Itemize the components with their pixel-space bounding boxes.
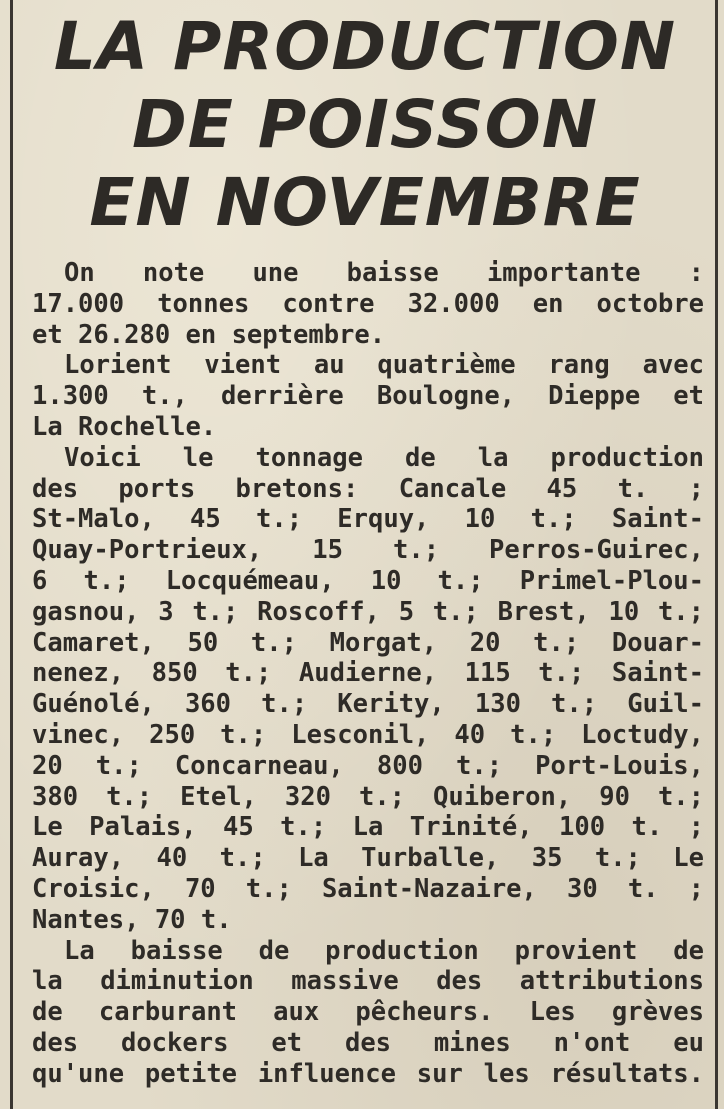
article-line: Auray, 40 t.; La Turballe, 35 t.; Le — [32, 843, 704, 874]
column-rule-left — [10, 0, 13, 1109]
article-line: et 26.280 en septembre. — [32, 319, 386, 350]
article-line: Lorient vient au quatrième rang avec — [64, 350, 704, 381]
article-line: La Rochelle. — [32, 411, 217, 442]
column-rule-right — [715, 0, 718, 1109]
article-line: St-Malo, 45 t.; Erquy, 10 t.; Saint- — [32, 504, 704, 535]
headline-line-3: EN NOVEMBRE — [89, 164, 641, 241]
article-line: Camaret, 50 t.; Morgat, 20 t.; Douar- — [32, 627, 704, 658]
article-line: Croisic, 70 t.; Saint-Nazaire, 30 t. ; — [32, 873, 704, 904]
article-line: 1.300 t., derrière Boulogne, Dieppe et — [32, 381, 704, 412]
article-line: 380 t.; Etel, 320 t.; Quiberon, 90 t.; — [32, 781, 704, 812]
article-line: Le Palais, 45 t.; La Trinité, 100 t. ; — [32, 812, 704, 843]
article-line: de carburant aux pêcheurs. Les grèves — [32, 997, 704, 1028]
article-line: des dockers et des mines n'ont eu — [32, 1027, 704, 1058]
headline-line-1: LA PRODUCTION — [53, 8, 677, 85]
article-line: vinec, 250 t.; Lesconil, 40 t.; Loctudy, — [32, 719, 704, 750]
article-line: 17.000 tonnes contre 32.000 en octobre — [32, 288, 704, 319]
article-line: La baisse de production provient de — [64, 935, 704, 966]
headline-line-2: DE POISSON — [132, 86, 598, 163]
article-line: des ports bretons: Cancale 45 t. ; — [32, 473, 704, 504]
article-line: Voici le tonnage de la production — [64, 442, 704, 473]
headline — [20, 8, 710, 242]
article-line: 6 t.; Locquémeau, 10 t.; Primel-Plou- — [32, 565, 704, 596]
article-line: nenez, 850 t.; Audierne, 115 t.; Saint- — [32, 658, 704, 689]
article-line: qu'une petite influence sur les résultats. — [32, 1058, 704, 1089]
article-body — [32, 258, 704, 1090]
article-line: 20 t.; Concarneau, 800 t.; Port-Louis, — [32, 750, 704, 781]
article-line: Nantes, 70 t. — [32, 904, 232, 935]
article-line: gasnou, 3 t.; Roscoff, 5 t.; Brest, 10 t.; — [32, 596, 704, 627]
article-line: On note une baisse importante : — [64, 258, 704, 288]
article-line: la diminution massive des attributions — [32, 966, 704, 997]
article-line: Guénolé, 360 t.; Kerity, 130 t.; Guil- — [32, 689, 704, 720]
article-line: Quay-Portrieux, 15 t.; Perros-Guirec, — [32, 535, 704, 566]
